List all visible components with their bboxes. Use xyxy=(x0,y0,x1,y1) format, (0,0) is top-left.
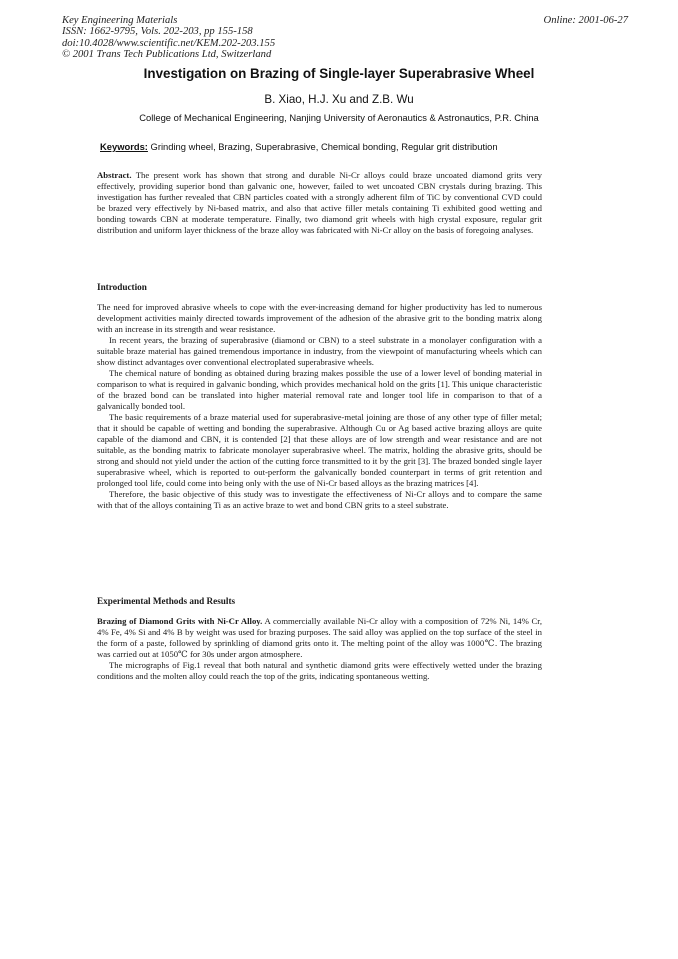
experimental-heading: Experimental Methods and Results xyxy=(97,596,236,606)
doi-line: doi:10.4028/www.scientific.net/KEM.202-203.155 xyxy=(62,37,276,49)
paper-title: Investigation on Brazing of Single-layer Superabrasive Wheel xyxy=(143,66,535,81)
copyright-line: © 2001 Trans Tech Publications Ltd, Switzerland xyxy=(62,49,272,61)
intro-paragraph: The basic requirements of a braze material used for superabrasive-metal joining are those of any other type of filler metal; that it should be capable of wetting and bonding the superabrasive. Although Cu or Ag based active brazing alloys are quite capable of the diamond and CBN, it is contended [2] that these alloys are of low strength and wear resistance and are not suitable, as the bonding matrix to fabricate monolayer superabrasive wheel. The matrix, holding the abrasive grits, should be strong and should not yield under the action of the cutting force transmitted to it by the grit [3]. The brazed bonded single layer superabrasive wheel, which is reported to out-perform the galvanically bonded counterpart in terms of grit retention and prolonged tool life, could come into being only with the use of Ni-Cr based alloys as the brazing matrices [4]. xyxy=(97,412,542,488)
abstract-label: Abstract. xyxy=(97,170,132,180)
experimental-subheading: Brazing of Diamond Grits with Ni-Cr Alloy. xyxy=(97,616,263,626)
introduction-section xyxy=(97,282,542,511)
keywords xyxy=(100,141,580,152)
abstract-text: The present work has shown that strong and durable Ni-Cr alloys could braze uncoated diamond grits very effectively, providing superior bond than galvanic one, however, failed to wet uncoated CBN crystals during brazing. This investigation has further revealed that CBN particles coated with a strongly adherent film of TiC by conventional CVD could be brazed very effectively by Ni-based matrix, and also that active filler metals containing Ti exhibited good wetting and bonding towards CBN at moderate temperature. Finally, two diamond grit wheels with high crystal exposure, regular grit distribution and uniform layer thickness of the braze alloy was fabricated with Ni-Cr alloy on the basis of foregoing analyses. xyxy=(97,170,542,235)
keywords-text: Grinding wheel, Brazing, Superabrasive, Chemical bonding, Regular grit distribution xyxy=(147,141,498,152)
issn-line: ISSN: 1662-9795, Vols. 202-203, pp 155-158 xyxy=(62,26,253,38)
experimental-section xyxy=(97,596,542,682)
intro-paragraph: In recent years, the brazing of superabrasive (diamond or CBN) to a steel substrate in a monolayer configuration with a suitable braze material has gained tremendous importance in industry, from the viewpoint of manufacturing wheels which can show distinct advantages over conventional electroplated superabrasive wheels. xyxy=(97,335,542,367)
journal-header xyxy=(62,15,628,61)
abstract-section xyxy=(97,170,542,236)
experimental-paragraph: A commercially available Ni-Cr alloy with a composition of 72% Ni, 14% Cr, 4% Fe, 4% Si and 4% B by weight was used for brazing purposes. The said alloy was applied on the top surface of the steel in the form of a paste, followed by sprinkling of diamond grits onto it. The melting point of the alloy was 1000℃. The brazing was carried out at 1050℃ for 30s under argon atmosphere. xyxy=(97,616,542,659)
paper-authors: B. Xiao, H.J. Xu and Z.B. Wu xyxy=(264,93,414,106)
keywords-label: Keywords: xyxy=(100,141,148,152)
introduction-heading: Introduction xyxy=(97,282,147,292)
intro-paragraph: Therefore, the basic objective of this study was to investigate the effectiveness of Ni-Cr alloys and to compare the same with that of the alloys containing Ti as an active braze to wet and bond CBN grits to a steel substrate. xyxy=(97,489,542,510)
paper-affiliation: College of Mechanical Engineering, Nanjing University of Aeronautics & Astronautics, P.R. China xyxy=(139,112,539,123)
online-date: Online: 2001-06-27 xyxy=(543,15,628,26)
intro-paragraph: The chemical nature of bonding as obtained during brazing makes possible the use of a lower level of bonding material in comparison to what is required in galvanic bonding, which provides mechanical hold on the grits [1]. This unique characteristic of the brazed bond can be translated into higher material removal rate and longer tool life in comparison to that of a galvanically bonded tool. xyxy=(97,368,542,411)
intro-paragraph: The need for improved abrasive wheels to cope with the ever-increasing demand for higher productivity has led to numerous development activities mainly directed towards improvement of the adhesion of the abrasive grit to the bonding matrix along with an increase in its strength and wear resistance. xyxy=(97,302,542,334)
experimental-paragraph: The micrographs of Fig.1 reveal that both natural and synthetic diamond grits were effectively wetted under the brazing conditions and the molten alloy could reach the top of the grits, indicating spontaneous wetting. xyxy=(97,660,542,681)
journal-name: Key Engineering Materials xyxy=(62,15,178,26)
